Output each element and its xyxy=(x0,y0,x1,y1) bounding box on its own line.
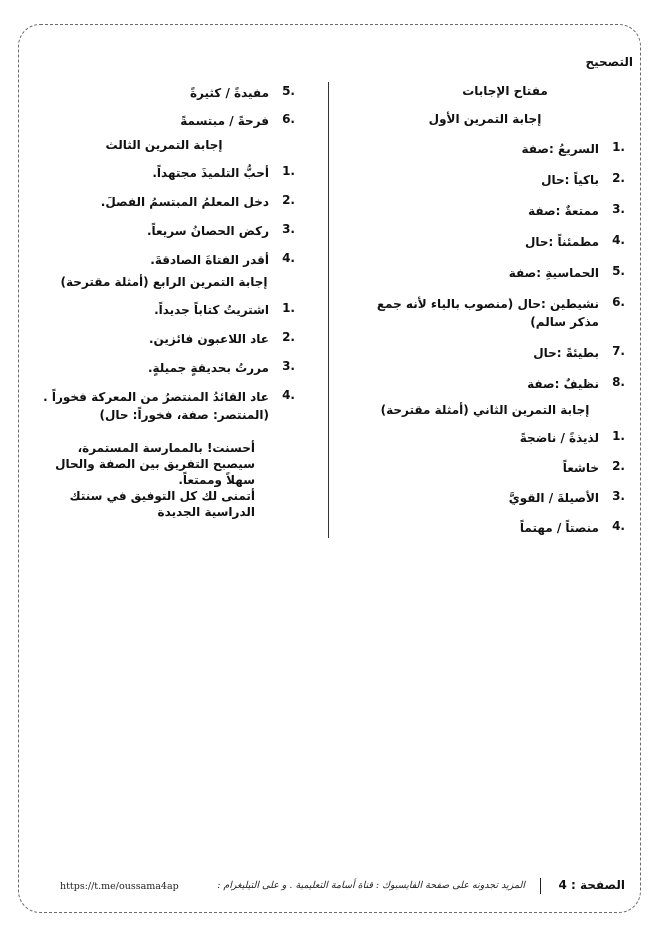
item-number: 3. xyxy=(282,222,295,236)
item-text: خاشعاً xyxy=(562,461,599,475)
exercise-3-heading: إجابة التمرين الثالث xyxy=(105,138,223,152)
item-number: 1. xyxy=(282,164,295,178)
item-number: 3. xyxy=(612,489,625,503)
exercise-2-list xyxy=(345,429,625,537)
item-number: 2. xyxy=(282,193,295,207)
closing-line-2: أتمنى لك كل التوفيق في سنتك الدراسية الجديدة xyxy=(69,489,255,519)
item-text: دخل المعلمُ المبتسمُ الفصلَ. xyxy=(100,195,269,209)
item-number: 1. xyxy=(612,140,625,154)
exercise-4-heading: إجابة التمرين الرابع (أمثلة مقترحة) xyxy=(60,275,268,289)
item-number: 2. xyxy=(612,171,625,185)
item-text: عاد اللاعبون فائزين. xyxy=(148,332,269,346)
list-item xyxy=(345,140,625,158)
exercise-2-continued-list xyxy=(33,84,295,130)
list-item xyxy=(345,344,625,362)
item-text: عاد القائدُ المنتصرُ من المعركة فخوراً . (المنتصر: صفة، فخوراً: حال) xyxy=(43,390,269,422)
list-item xyxy=(345,489,625,507)
exercise-1-list xyxy=(345,140,625,393)
list-item xyxy=(345,519,625,537)
page-number: الصفحة : 4 xyxy=(558,878,625,892)
item-text: أقدر الفتاةَ الصادقةَ. xyxy=(150,253,269,267)
page-title: التصحيح xyxy=(585,55,633,69)
item-text: فرحةً / مبتسمةً xyxy=(180,114,269,128)
list-item xyxy=(33,112,295,130)
left-column xyxy=(33,80,295,520)
item-number: 3. xyxy=(282,359,295,373)
closing-line-1: أحسنت! بالممارسة المستمرة، سيصبح التفريق بين الصفة والحال سهلاً وممتعاً. xyxy=(55,441,255,487)
item-text: نشيطين :حال (منصوب بالياء لأنه جمع مذكر سالم) xyxy=(376,297,599,329)
list-item xyxy=(33,193,295,211)
item-text: الحماسيةِ :صفة xyxy=(508,266,599,280)
item-text: مطمئناً :حال xyxy=(524,235,599,249)
list-item xyxy=(345,429,625,447)
list-item xyxy=(33,388,295,424)
list-item xyxy=(33,222,295,240)
telegram-link[interactable]: https://t.me/oussama4ap xyxy=(60,881,179,892)
item-text: مفيدةً / كثيرةً xyxy=(189,86,269,100)
list-item xyxy=(345,459,625,477)
item-number: 4. xyxy=(282,251,295,265)
item-text: مررتُ بحديقةٍ جميلةٍ. xyxy=(147,361,269,375)
item-text: الأصيلةَ / القويَّ xyxy=(508,491,599,505)
right-column xyxy=(345,80,625,537)
list-item xyxy=(33,330,295,348)
item-number: 7. xyxy=(612,344,625,358)
item-number: 2. xyxy=(282,330,295,344)
list-item xyxy=(33,164,295,182)
exercise-4-list xyxy=(33,301,295,424)
item-text: اشتريتُ كتاباً جديداً. xyxy=(154,303,269,317)
list-item xyxy=(33,359,295,377)
list-item xyxy=(345,295,625,331)
item-number: 6. xyxy=(612,295,625,309)
closing-note xyxy=(55,440,255,520)
item-number: 4. xyxy=(612,233,625,247)
exercise-1-heading: إجابة التمرين الأول xyxy=(428,112,542,126)
list-item xyxy=(345,171,625,189)
item-number: 8. xyxy=(612,375,625,389)
answer-key-heading: مفتاح الإجابات xyxy=(462,84,548,98)
item-number: 2. xyxy=(612,459,625,473)
item-text: ممتعةٌ :صفة xyxy=(528,204,599,218)
list-item xyxy=(345,202,625,220)
item-text: ركض الحصانُ سريعاً. xyxy=(146,224,269,238)
item-text: منصتاً / مهتماً xyxy=(519,521,599,535)
list-item xyxy=(345,233,625,251)
item-text: بطيئةً :حال xyxy=(533,346,599,360)
item-number: 1. xyxy=(612,429,625,443)
item-text: لذيذةً / ناضجةً xyxy=(519,431,599,445)
item-number: 6. xyxy=(282,112,295,126)
item-number: 4. xyxy=(612,519,625,533)
item-text: السريعُ :صفة xyxy=(521,142,599,156)
item-number: 3. xyxy=(612,202,625,216)
item-text: أحبُّ التلميذَ مجتهداً. xyxy=(152,166,269,180)
page-footer xyxy=(60,878,625,898)
list-item xyxy=(345,375,625,393)
list-item xyxy=(345,264,625,282)
list-item xyxy=(33,84,295,102)
list-item xyxy=(33,301,295,319)
footer-separator xyxy=(540,878,542,894)
exercise-3-list xyxy=(33,164,295,269)
exercise-2-heading: إجابة التمرين الثاني (أمثلة مقترحة) xyxy=(380,403,590,417)
item-text: نظيفٌ :صفة xyxy=(527,377,599,391)
item-number: 4. xyxy=(282,388,295,402)
item-text: باكياً :حال xyxy=(541,173,599,187)
item-number: 5. xyxy=(612,264,625,278)
column-divider xyxy=(328,82,329,538)
footer-note: المزيد تجدونه على صفحة الفايسبوك : قناة أسامة التعليمية . و على التيليغرام : xyxy=(217,880,525,891)
item-number: 5. xyxy=(282,84,295,98)
item-number: 1. xyxy=(282,301,295,315)
list-item xyxy=(33,251,295,269)
